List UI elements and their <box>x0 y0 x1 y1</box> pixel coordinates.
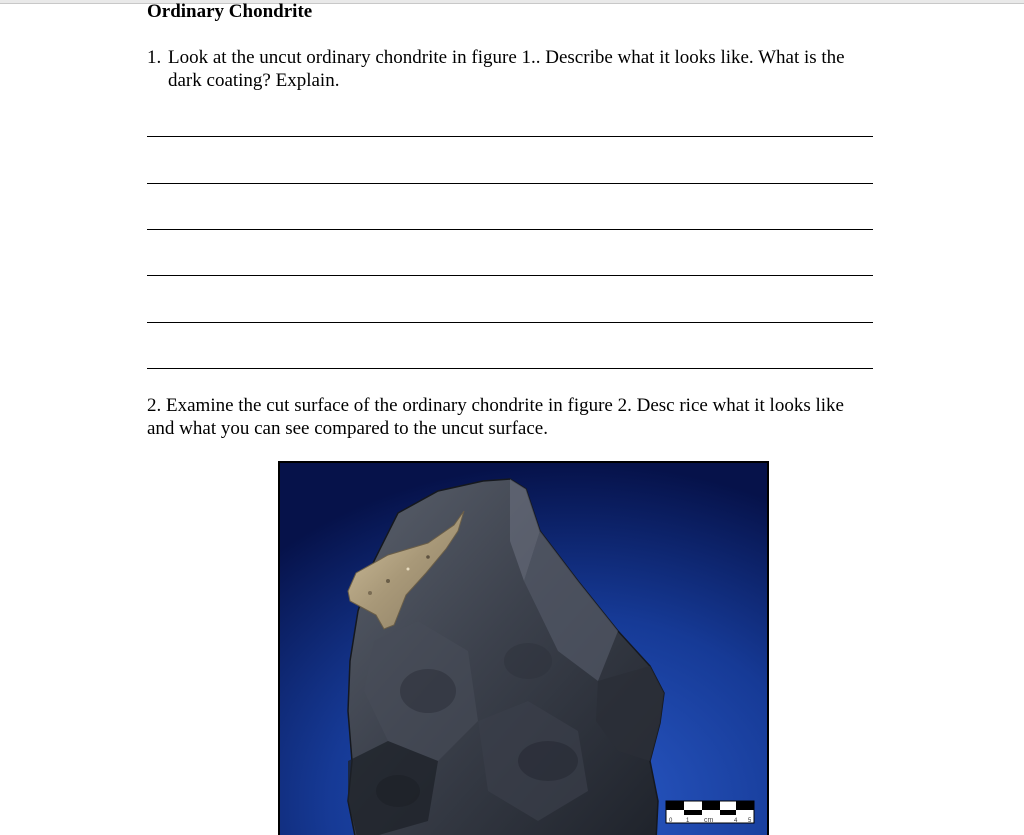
question-2-text: Examine the cut surface of the ordinary chondrite in figure 2. Desc rice what it looks like and what you can see compared to the uncut surface. <box>147 395 844 439</box>
answer-line[interactable] <box>147 183 873 184</box>
meteorite-figure <box>278 461 769 835</box>
question-1 <box>147 46 877 92</box>
regmaglypt <box>400 669 456 713</box>
chondrule <box>386 579 390 583</box>
regmaglypt <box>376 775 420 807</box>
scale-unit: cm <box>704 817 714 824</box>
question-1-number: 1. <box>147 47 162 68</box>
scale-bar <box>666 801 754 824</box>
answer-line[interactable] <box>147 275 873 276</box>
regmaglypt <box>518 741 578 781</box>
answer-line[interactable] <box>147 322 873 323</box>
question-2 <box>147 394 867 440</box>
scale-tick-5: 5 <box>748 818 752 824</box>
question-2-number: 2. <box>147 395 162 416</box>
meteorite-photo <box>278 461 769 835</box>
section-title: Ordinary Chondrite <box>147 1 313 22</box>
answer-line[interactable] <box>147 136 873 137</box>
answer-line[interactable] <box>147 229 873 230</box>
regmaglypt <box>504 643 552 679</box>
scale-tick-4: 4 <box>734 818 738 824</box>
answer-line[interactable] <box>147 368 873 369</box>
scale-tick-0: 0 <box>669 818 673 824</box>
chondrule <box>426 555 430 559</box>
scale-tick-1: 1 <box>686 818 690 824</box>
chondrule <box>407 568 410 571</box>
question-1-text: Look at the uncut ordinary chondrite in figure 1.. Describe what it looks like. What is the dark coating? Explain. <box>168 47 845 91</box>
chondrule <box>368 591 372 595</box>
